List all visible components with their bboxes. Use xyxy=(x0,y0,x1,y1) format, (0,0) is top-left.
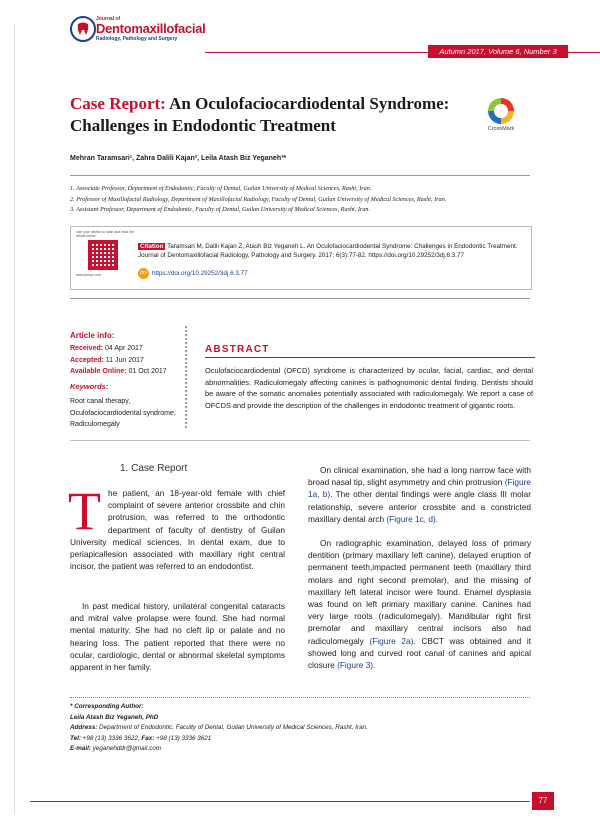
divider xyxy=(70,440,530,441)
corresponding-heading: * Corresponding Author: xyxy=(70,703,144,710)
paragraph-4 xyxy=(308,537,531,671)
paragraph-3 xyxy=(308,464,531,525)
journal-name: Dentomaxillofacial xyxy=(96,21,206,36)
tel-value: +98 (13) 3336 3622, xyxy=(82,734,140,742)
page-number: 77 xyxy=(532,792,554,810)
section-title: 1. Case Report xyxy=(120,463,188,474)
received-date: 04 Apr 2017 xyxy=(105,345,143,352)
dropcap: T xyxy=(68,481,101,541)
crossmark-badge[interactable] xyxy=(485,98,517,136)
divider xyxy=(70,298,530,299)
page-margin-rule xyxy=(14,24,15,814)
email-label: E-mail: xyxy=(70,745,91,752)
paragraph-1 xyxy=(68,481,285,572)
paragraph-3-text: . The other dental findings were angle class III molar relationship, severe anterior crossbite and a constricted maxillary dental arch xyxy=(308,489,531,524)
abstract-rule xyxy=(205,357,535,358)
corresponding-author xyxy=(70,702,540,755)
received-label: Received: xyxy=(70,345,104,352)
journal-prefix: Journal of xyxy=(96,16,121,22)
figure-link[interactable]: (Figure 1c, d) xyxy=(386,513,436,524)
qr-code-icon[interactable] xyxy=(88,240,118,270)
issue-badge: Autumn 2017, Volume 6, Number 3 xyxy=(428,45,568,58)
citation-text xyxy=(138,242,523,260)
paragraph-4-text: . xyxy=(373,660,376,671)
citation-tag: Citation xyxy=(140,243,164,250)
article-dates xyxy=(70,343,167,378)
tooth-icon xyxy=(70,16,96,42)
fax-value: +98 (13) 3336 3621 xyxy=(156,734,212,742)
affiliation-item: 1. Associate Professor, Department of Endodontic, Faculty of Dental, Guilan University of Medical Sciences, Rasht, Iran. xyxy=(70,185,372,192)
paragraph-3-text: . xyxy=(435,513,439,524)
abstract-title: ABSTRACT xyxy=(205,344,295,355)
figure-link[interactable]: (Figure 2a) xyxy=(369,635,414,646)
qr-caption: Use your device to scan and read the article online xyxy=(76,230,134,238)
doi-link[interactable]: https://doi.org/10.29252/3dj.6.3.77 xyxy=(152,270,248,278)
dotted-divider xyxy=(70,697,530,698)
figure-link[interactable]: (Figure 1a, b) xyxy=(308,477,531,500)
address-value: Department of Endodontic, Faculty of Dental, Guilan University of Medical Sciences, Rasht, Iran. xyxy=(99,724,368,731)
tel-label: Tel: xyxy=(70,734,81,742)
fax-label: Fax: xyxy=(141,734,155,742)
divider xyxy=(70,175,530,176)
corresponding-name: Leila Atash Biz Yeganeh, PhD xyxy=(70,713,159,721)
article-title xyxy=(70,93,480,137)
paragraph-2: In past medical history, unilateral congenital cataracts and mitral valve prolapse were found. She had normal mental maturity. She had no cleft lip or palate and no hearing loss. The patient reported that there were no ocular, cardiologic, dental or abnormal skeletal symptoms apparent in her family. xyxy=(70,601,285,673)
crossmark-icon xyxy=(488,98,514,124)
dropcap-space xyxy=(68,481,108,541)
figure-link[interactable]: (Figure 3) xyxy=(337,660,374,671)
qr-url: www.jdmrp.com xyxy=(76,273,101,277)
qr-panel xyxy=(76,230,134,284)
article-info-title: Article info: xyxy=(70,331,115,340)
keywords-title: Keywords: xyxy=(70,382,109,391)
affiliations xyxy=(70,184,540,216)
paragraph-4-text: On radiographic examination, delayed loss of primary dentition (primary maxillary left canine), delayed eruption of permanent teeth,impacted permanent teeth (maxillary third molars and right second premolar), and the missing of maxillary left lateral incisor were found. Enamel dysplasia was found on left primary maxillary canine. Canines had very large roots (radiculomegaly). Mandibular right first premolar and maxillary central incisors also had radiculomegaly xyxy=(308,538,531,646)
article-title-text: An Oculofaciocardiodental Syndrome: Challenges in Endodontic Treatment xyxy=(70,94,450,135)
keywords-list: Root canal therapy, Oculofaciocardiodental syndrome, Radiculomegaly xyxy=(70,398,176,428)
paragraph-4-text: . CBCT was obtained and it showed long and curved root canal of canines and apical closure xyxy=(308,635,531,671)
dotted-separator xyxy=(185,326,187,428)
paragraph-1-text: he patient, an 18-year-old female with chief complaint of severe anterior crossbite and chin protrusion, was referred to the orthodontic department of faculty of dentistry of Guilan University medical sciences. In dental exam, due to periapicallesion associated with maxillary right central incisor, the patient was referred to an endodontist. xyxy=(70,488,285,572)
accepted-label: Accepted: xyxy=(70,356,104,364)
crossmark-label: CrossMark xyxy=(487,126,515,132)
email-value[interactable]: yeganehddr@gmail.com xyxy=(92,745,162,752)
paragraph-3-text: On clinical examination, she had a long narrow face with broad nasal tip, slight asymmetry and chin protrusion xyxy=(308,465,531,488)
doi-icon: doi xyxy=(138,268,149,279)
article-type-label: Case Report: xyxy=(70,94,166,113)
journal-subtitle: Radiology, Pathology and Surgery xyxy=(96,36,178,42)
accepted-date: 11 Jun 2017 xyxy=(105,356,144,364)
abstract-text: Oculofaciocardiodental (OFCD) syndrome is characterized by ocular, facial, cardiac, and dental abnormalities. Radiculomegaly affecting canines is pathognomonic dental finding. Dentists should be aware of the somatic anomalies potentially associated with radiculomegaly. We report a case of OFCDS and provide the description of the challenges in endodontic treatment of gigantic roots. xyxy=(205,366,533,410)
author-list: Mehran Taramsari¹, Zahra Dalili Kajan², Leila Atash Biz Yeganeh³* xyxy=(70,155,287,162)
address-label: Address: xyxy=(70,724,98,731)
online-label: Available Online: xyxy=(70,368,127,375)
online-date: 01 Oct 2017 xyxy=(128,368,167,375)
footer-rule xyxy=(30,801,530,802)
doi-line[interactable] xyxy=(138,268,248,279)
affiliation-item: 3. Assistant Professor, Department of Endodontic, Faculty of Dental, Guilan University of Medical Sciences, Rasht, Iran. xyxy=(70,206,371,213)
citation-body: Taramsari M, Dalili Kajan Z, Atash Biz Yeganeh L. An Oculofaciocardiodental Syndrome: Challenges in Endodontic Treatment. Journal of Dentomaxillofacial Radiology, Pathology and Surgery. 2017; 6(3):77-82. https://doi.org/10.29252/3dj.6.3.77 xyxy=(138,243,518,259)
affiliation-item: 2. Professor of Maxillofacial Radiology, Department of Maxillofacial Radiology, Faculty of Dental, Guilan University of Medical Sciences, Rasht, Iran. xyxy=(70,195,447,203)
